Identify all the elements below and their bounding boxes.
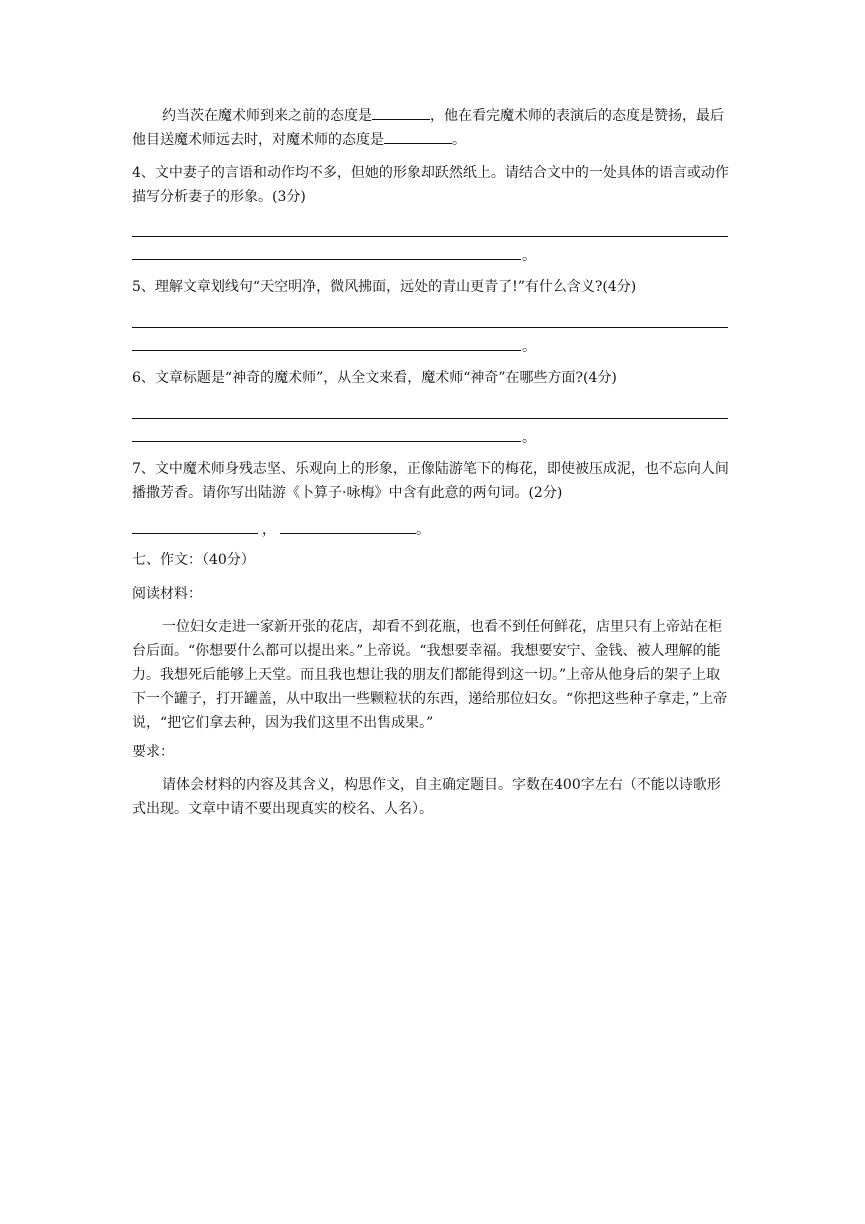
answer-line-q5-1[interactable] bbox=[132, 327, 728, 328]
poem-blank-2[interactable] bbox=[280, 518, 416, 534]
material-label: 阅读材料： bbox=[132, 586, 202, 602]
question-6: 6、文章标题是“神奇的魔术师”，从全文来看，魔术师“神奇”在哪些方面?(4分) bbox=[132, 370, 617, 386]
question-5: 5、理解文章划线句“天空明净，微风拂面，远处的青山更青了!”有什么含义?(4分) bbox=[132, 279, 637, 295]
attitude-text-2: ，他在看完魔术师的表演后的态度是赞扬，最后他目送魔术师远去时，对魔术师的态度是 bbox=[132, 108, 724, 148]
answer-line-q6-2[interactable] bbox=[132, 441, 521, 442]
poem-end: 。 bbox=[416, 522, 430, 538]
attitude-sentence bbox=[132, 104, 732, 152]
answer-line-q5-2[interactable] bbox=[132, 350, 521, 351]
answer-end-q4: 。 bbox=[522, 248, 536, 264]
attitude-end: 。 bbox=[452, 132, 466, 148]
answer-line-q6-1[interactable] bbox=[132, 418, 728, 419]
composition-heading: 七、作文：（40分） bbox=[132, 552, 255, 568]
requirements-label: 要求： bbox=[132, 744, 174, 760]
attitude-blank-2[interactable] bbox=[384, 128, 452, 144]
answer-line-q4-1[interactable] bbox=[132, 236, 728, 237]
requirements-text: 请体会材料的内容及其含义，构思作文，自主确定题目。字数在400字左右（不能以诗歌形式出现。文章中请不要出现真实的校名、人名）。 bbox=[132, 777, 721, 817]
poem-blank-1[interactable] bbox=[132, 518, 258, 534]
answer-end-q6: 。 bbox=[522, 430, 536, 446]
answer-end-q5: 。 bbox=[522, 339, 536, 355]
question-4: 4、文中妻子的言语和动作均不多，但她的形象却跃然纸上。请结合文中的一处具体的语言或动作描写分析妻子的形象。(3分) bbox=[132, 165, 729, 205]
attitude-blank-1[interactable] bbox=[372, 104, 430, 120]
poem-separator: ， bbox=[262, 522, 276, 538]
answer-line-q4-2[interactable] bbox=[132, 259, 521, 260]
attitude-text-1: 约当茨在魔术师到来之前的态度是 bbox=[162, 108, 372, 124]
poem-answer-row bbox=[132, 518, 452, 542]
question-7: 7、文中魔术师身残志坚、乐观向上的形象，正像陆游笔下的梅花，即使被压成泥，也不忘向人间播撒芳香。请你写出陆游《卜算子·咏梅》中含有此意的两句词。(2分) bbox=[132, 461, 729, 501]
material-text: 一位妇女走进一家新开张的花店，却看不到花瓶，也看不到任何鲜花，店里只有上帝站在柜台后面。“你想要什么都可以提出来。”上帝说。“我想要幸福。我想要安宁、金钱、被人理解的能力。我想死后能够上天堂。而且我也想让我的朋友们都能得到这一切。”上帝从他身后的架子上取下一个罐子，打开罐盖，从中取出一些颗粒状的东西，递给那位妇女。“你把这些种子拿走，”上帝说，“把它们拿去种，因为我们这里不出售成果。” bbox=[132, 619, 728, 731]
